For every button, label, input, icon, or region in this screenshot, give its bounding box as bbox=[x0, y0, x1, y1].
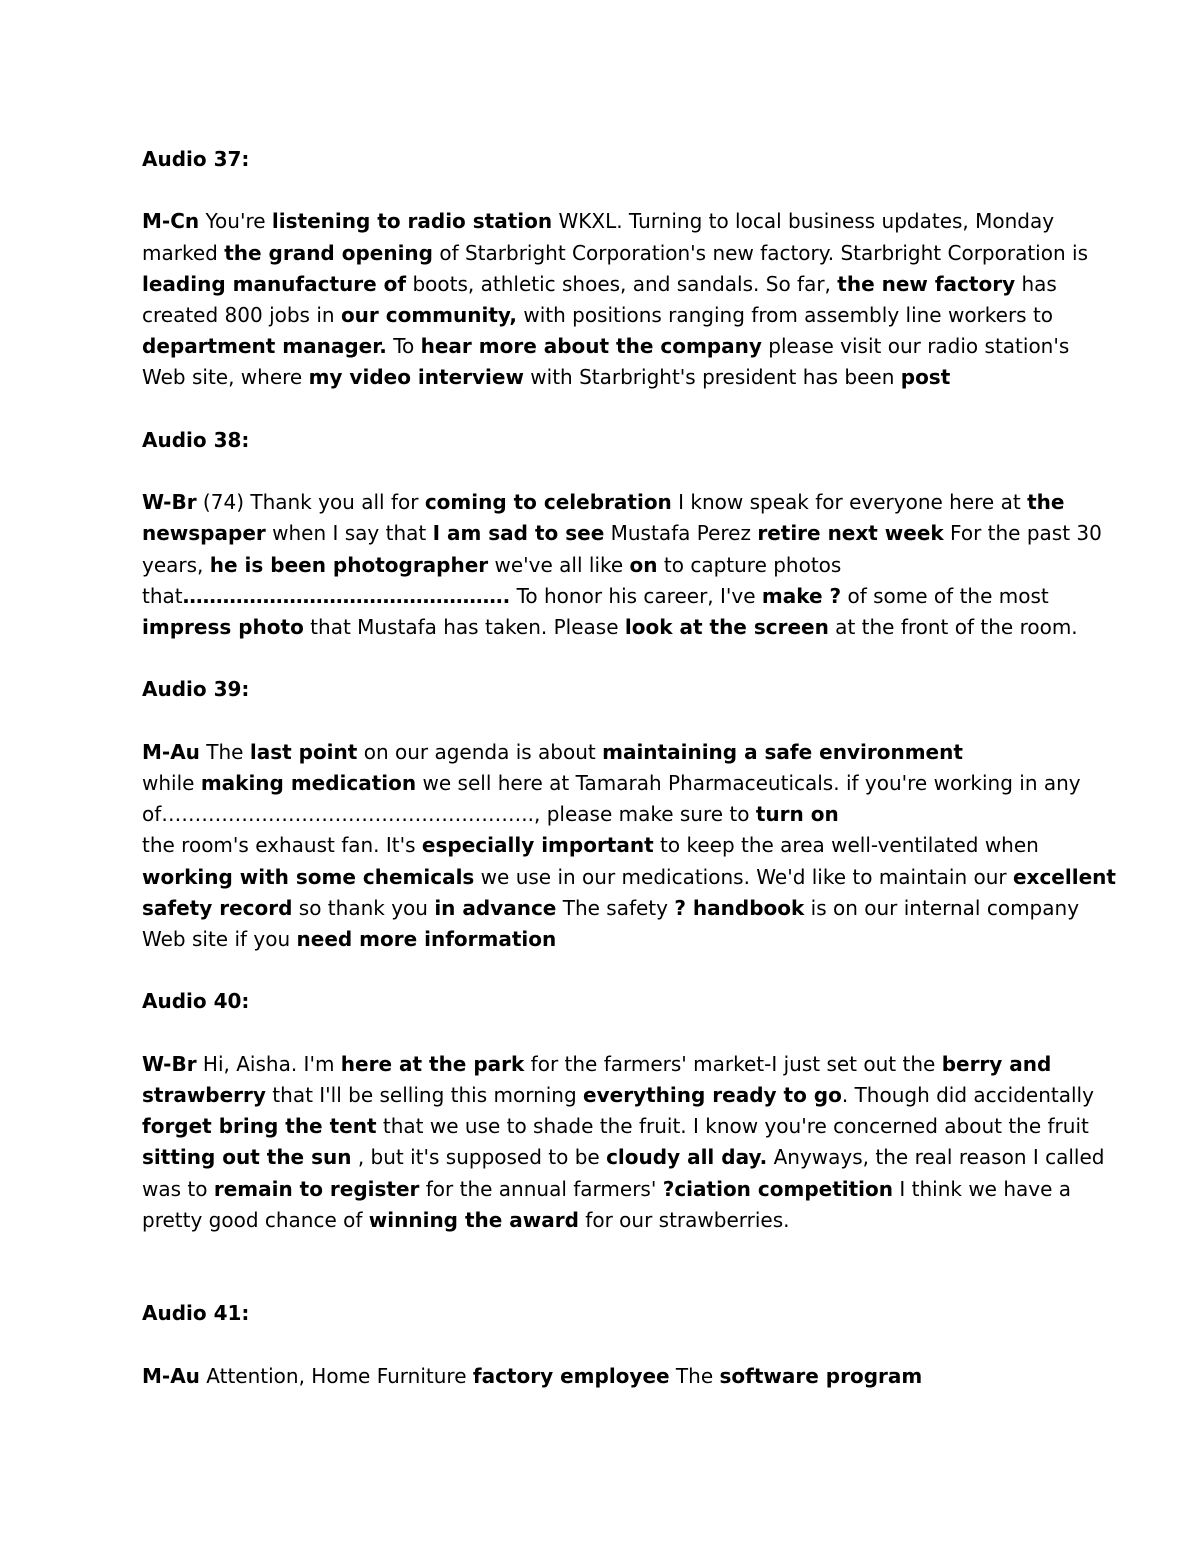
bold-phrase: listening to radio station bbox=[271, 209, 553, 234]
bold-phrase: impress photo bbox=[142, 615, 304, 639]
text-run: To bbox=[386, 334, 421, 359]
text-run: boots, athletic shoes, and sandals. So far, bbox=[406, 271, 838, 296]
text-run: of Starbright Corporation's new factory. Starbright Corporation is bbox=[432, 240, 1088, 265]
text-run: on our agenda is about bbox=[357, 739, 603, 764]
bold-phrase: last point bbox=[249, 739, 358, 764]
bold-phrase: making medication bbox=[200, 770, 417, 795]
text-run: You're bbox=[199, 209, 272, 234]
text-run: to keep the area well-ventilated when bbox=[653, 833, 1039, 858]
bold-phrase: excellent safety record bbox=[142, 864, 1116, 920]
bold-phrase: M-Au bbox=[142, 739, 200, 764]
text-run: has created 800 jobs in bbox=[142, 271, 1057, 327]
text-run: when I say that bbox=[265, 521, 433, 546]
text-run: we use in our medications. We'd like to maintain our bbox=[474, 864, 1013, 889]
section-audio-39 bbox=[142, 674, 1117, 955]
bold-phrase: sitting out the sun bbox=[142, 1145, 352, 1170]
text-run: I know speak for everyone here at bbox=[671, 490, 1028, 515]
transcript-paragraph bbox=[142, 1361, 1117, 1392]
bold-phrase: I am sad to see bbox=[432, 521, 605, 546]
bold-phrase: here at the park bbox=[340, 1051, 525, 1076]
text-run: that I'll be selling this morning bbox=[265, 1082, 584, 1107]
bold-phrase: forget bring the tent bbox=[142, 1114, 377, 1139]
bold-phrase: remain to register bbox=[213, 1176, 420, 1201]
bold-phrase: software program bbox=[719, 1363, 923, 1388]
transcript-paragraph bbox=[142, 206, 1117, 393]
text-run: of some of the most bbox=[841, 583, 1049, 608]
bold-phrase: he is been photographer bbox=[209, 552, 489, 577]
text-run: we sell here at Tamarah Pharmaceuticals. if you're working in any of……………………………………………….., please make sure to bbox=[142, 770, 1081, 827]
text-run: The bbox=[199, 739, 250, 764]
transcript-paragraph bbox=[142, 1049, 1117, 1236]
transcript-paragraph bbox=[142, 737, 1117, 955]
text-run: for the farmers' market-I just set out the bbox=[524, 1051, 942, 1076]
bold-phrase: W-Br bbox=[142, 1051, 197, 1076]
bold-phrase: the new factory bbox=[837, 271, 1016, 296]
section-heading: Audio 38: bbox=[142, 427, 250, 452]
bold-phrase: post bbox=[900, 365, 951, 390]
text-run: To honor his career, I've bbox=[510, 583, 762, 608]
bold-phrase: especially important bbox=[421, 833, 654, 858]
bold-phrase: M-Cn bbox=[142, 209, 200, 234]
text-run: with positions ranging from assembly line workers to bbox=[517, 303, 1054, 327]
bold-phrase: coming to celebration bbox=[424, 490, 672, 515]
bold-phrase: maintaining a safe environment bbox=[602, 739, 963, 764]
bold-phrase: working with some chemicals bbox=[142, 864, 475, 889]
bold-phrase: berry and strawberry bbox=[142, 1051, 1052, 1107]
text-run: so thank you bbox=[292, 895, 435, 920]
section-heading: Audio 37: bbox=[142, 147, 250, 171]
text-run: with Starbright's president has been bbox=[523, 365, 901, 390]
bold-phrase: W-Br bbox=[142, 490, 197, 515]
section-heading: Audio 39: bbox=[142, 677, 250, 702]
text-run: Attention, Home Furniture bbox=[199, 1363, 473, 1388]
text-run: for our strawberries. bbox=[578, 1207, 790, 1232]
bold-phrase: winning the award bbox=[368, 1207, 579, 1232]
bold-phrase: my video interview bbox=[308, 365, 524, 390]
text-run: For the past 30 years, bbox=[142, 521, 1102, 577]
bold-phrase: on bbox=[629, 552, 658, 577]
bold-phrase: in advance bbox=[434, 895, 557, 920]
text-run: at the front of the room. bbox=[828, 615, 1078, 639]
section-audio-40 bbox=[142, 986, 1117, 1236]
text-run: the room's exhaust fan. It's bbox=[142, 833, 422, 858]
bold-phrase: leading manufacture of bbox=[142, 271, 407, 296]
bold-phrase: …………………………………………. bbox=[182, 583, 511, 608]
bold-phrase: factory employee bbox=[472, 1363, 670, 1388]
bold-phrase: cloudy all day. bbox=[606, 1145, 768, 1170]
text-run: WKXL. Turning to local business updates, Monday marked bbox=[142, 209, 1055, 265]
bold-phrase: ?ciation competition bbox=[662, 1176, 894, 1201]
text-run: The bbox=[669, 1363, 720, 1388]
bold-phrase: ? handbook bbox=[674, 895, 805, 920]
text-run: to capture photos that bbox=[142, 552, 842, 608]
text-run: . Though did accidentally bbox=[841, 1082, 1094, 1107]
text-run: while bbox=[142, 770, 201, 795]
text-run: Anyways, the real reason I called was to bbox=[142, 1145, 1105, 1201]
bold-phrase: the newspaper bbox=[142, 490, 1065, 546]
bold-phrase: retire next week bbox=[757, 521, 944, 546]
text-run: that we use to shade the fruit. I know you're concerned about the fruit bbox=[376, 1114, 1089, 1139]
bold-phrase: our community, bbox=[340, 303, 517, 327]
bold-phrase: hear more about the company bbox=[420, 334, 762, 359]
text-run: The safety bbox=[556, 895, 675, 920]
section-audio-38 bbox=[142, 425, 1117, 643]
section-heading: Audio 40: bbox=[142, 989, 250, 1014]
text-run: that Mustafa has taken. Please bbox=[303, 615, 625, 639]
bold-phrase: M-Au bbox=[142, 1363, 200, 1388]
bold-phrase: turn on bbox=[755, 802, 839, 827]
document-content bbox=[142, 144, 1117, 1423]
section-audio-37 bbox=[142, 144, 1117, 394]
text-run: for the annual farmers' bbox=[419, 1176, 663, 1201]
text-run: , but it's supposed to be bbox=[351, 1145, 607, 1170]
section-audio-41 bbox=[142, 1298, 1117, 1392]
bold-phrase: look at the screen bbox=[624, 615, 829, 639]
text-run: Mustafa Perez bbox=[604, 521, 758, 546]
bold-phrase: make ? bbox=[761, 583, 842, 608]
transcript-paragraph bbox=[142, 487, 1117, 643]
text-run: is on our internal company Web site if you bbox=[142, 895, 1080, 951]
bold-phrase: everything ready to go bbox=[583, 1082, 842, 1107]
bold-phrase: need more information bbox=[296, 927, 557, 951]
text-run: please visit our radio station's Web site, where bbox=[142, 334, 1070, 390]
text-run: (74) Thank you all for bbox=[196, 490, 425, 515]
text-run: I think we have a pretty good chance of bbox=[142, 1176, 1072, 1232]
bold-phrase: department manager. bbox=[142, 334, 387, 359]
section-heading: Audio 41: bbox=[142, 1301, 250, 1326]
text-run: Hi, Aisha. I'm bbox=[196, 1051, 341, 1076]
text-run: we've all like bbox=[488, 552, 630, 577]
bold-phrase: the grand opening bbox=[224, 240, 433, 265]
